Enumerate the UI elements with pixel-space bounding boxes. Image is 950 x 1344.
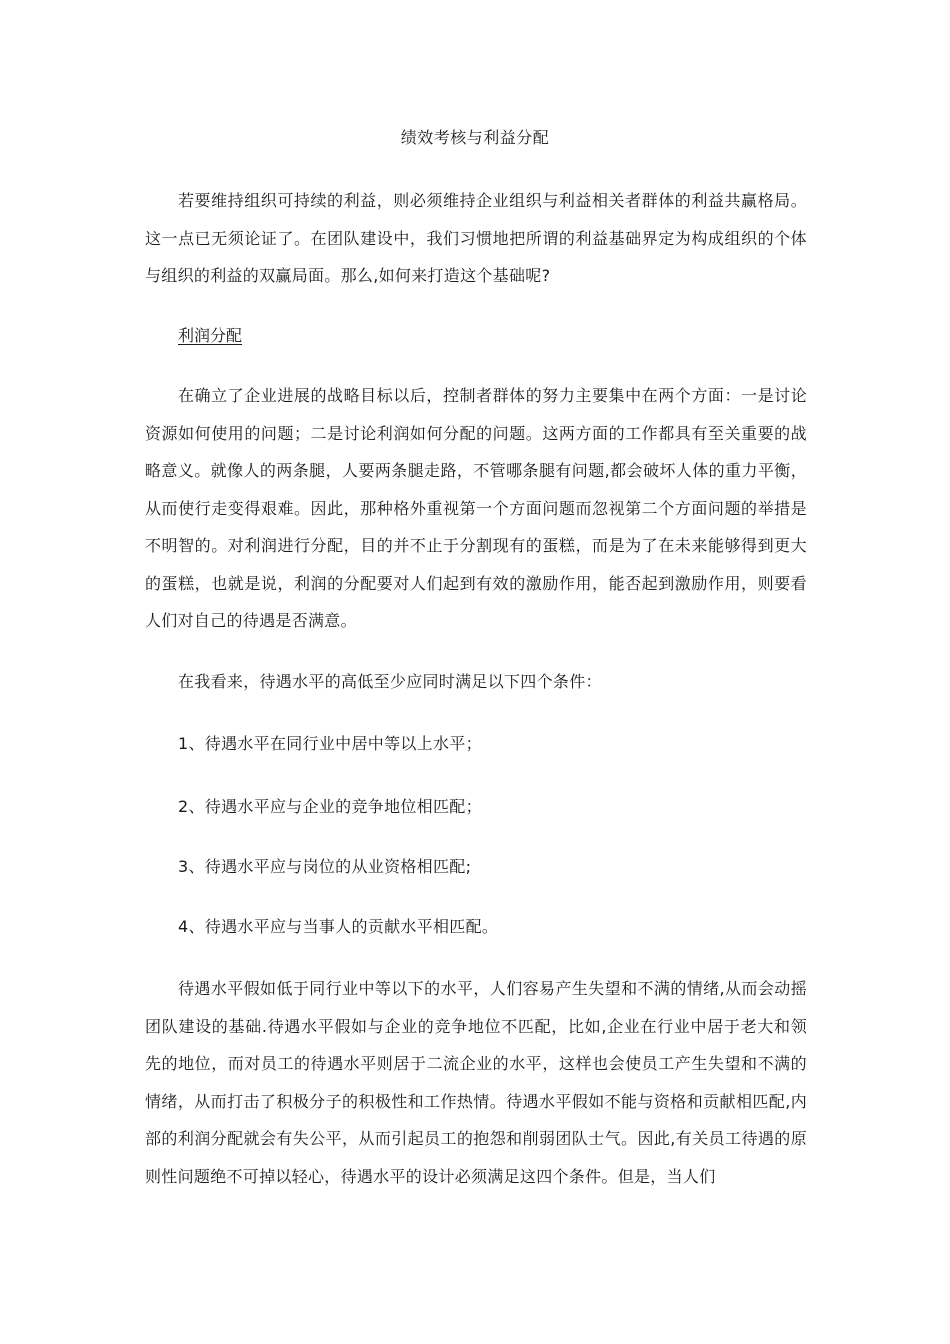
condition-item-3: 3、待遇水平应与岗位的从业资格相匹配; [178,857,472,876]
conditions-intro-paragraph: 在我看来，待遇水平的高低至少应同时满足以下四个条件： [178,672,602,691]
section-heading: 利润分配 [178,326,243,345]
profit-distribution-paragraph: 在确立了企业进展的战略目标以后，控制者群体的努力主要集中在两个方面：一是讨论资源如何使用的问题；二是讨论利润如何分配的问题。这两方面的工作都具有至关重要的战略意义。就像人的两条腿，人要两条腿走路，不管哪条腿有问题,都会破坏人体的重力平衡，从而使行走变得艰难。因此，那种格外重视第一个方面问题而忽视第二个方面问题的举措是不明智的。对利润进行分配，目的并不止于分割现有的蛋糕，而是为了在未来能够得到更大的蛋糕，也就是说，利润的分配要对人们起到有效的激励作用，能否起到激励作用，则要看人们对自己的待遇是否满意。 [145,386,807,630]
salary-level-paragraph: 待遇水平假如低于同行业中等以下的水平，人们容易产生失望和不满的情绪,从而会动摇团队建设的基础.待遇水平假如与企业的竞争地位不匹配，比如,企业在行业中居于老大和领先的地位，而对员工的待遇水平则居于二流企业的水平，这样也会使员工产生失望和不满的情绪，从而打击了积极分子的积极性和工作热情。待遇水平假如不能与资格和贡献相匹配,内部的利润分配就会有失公平，从而引起员工的抱怨和削弱团队士气。因此,有关员工待遇的原则性问题绝不可掉以轻心，待遇水平的设计必须满足这四个条件。但是，当人们 [145,979,807,1186]
intro-paragraph: 若要维持组织可持续的利益，则必须维持企业组织与利益相关者群体的利益共赢格局。这一点已无须论证了。在团队建设中，我们习惯地把所谓的利益基础界定为构成组织的个体与组织的利益的双赢局面。那么,如何来打造这个基础呢? [145,191,807,285]
document-title: 绩效考核与利益分配 [400,128,550,147]
condition-item-1: 1、待遇水平在同行业中居中等以上水平； [178,734,482,753]
condition-item-4: 4、待遇水平应与当事人的贡献水平相匹配。 [178,917,499,936]
condition-item-2: 2、待遇水平应与企业的竞争地位相匹配； [178,797,482,816]
